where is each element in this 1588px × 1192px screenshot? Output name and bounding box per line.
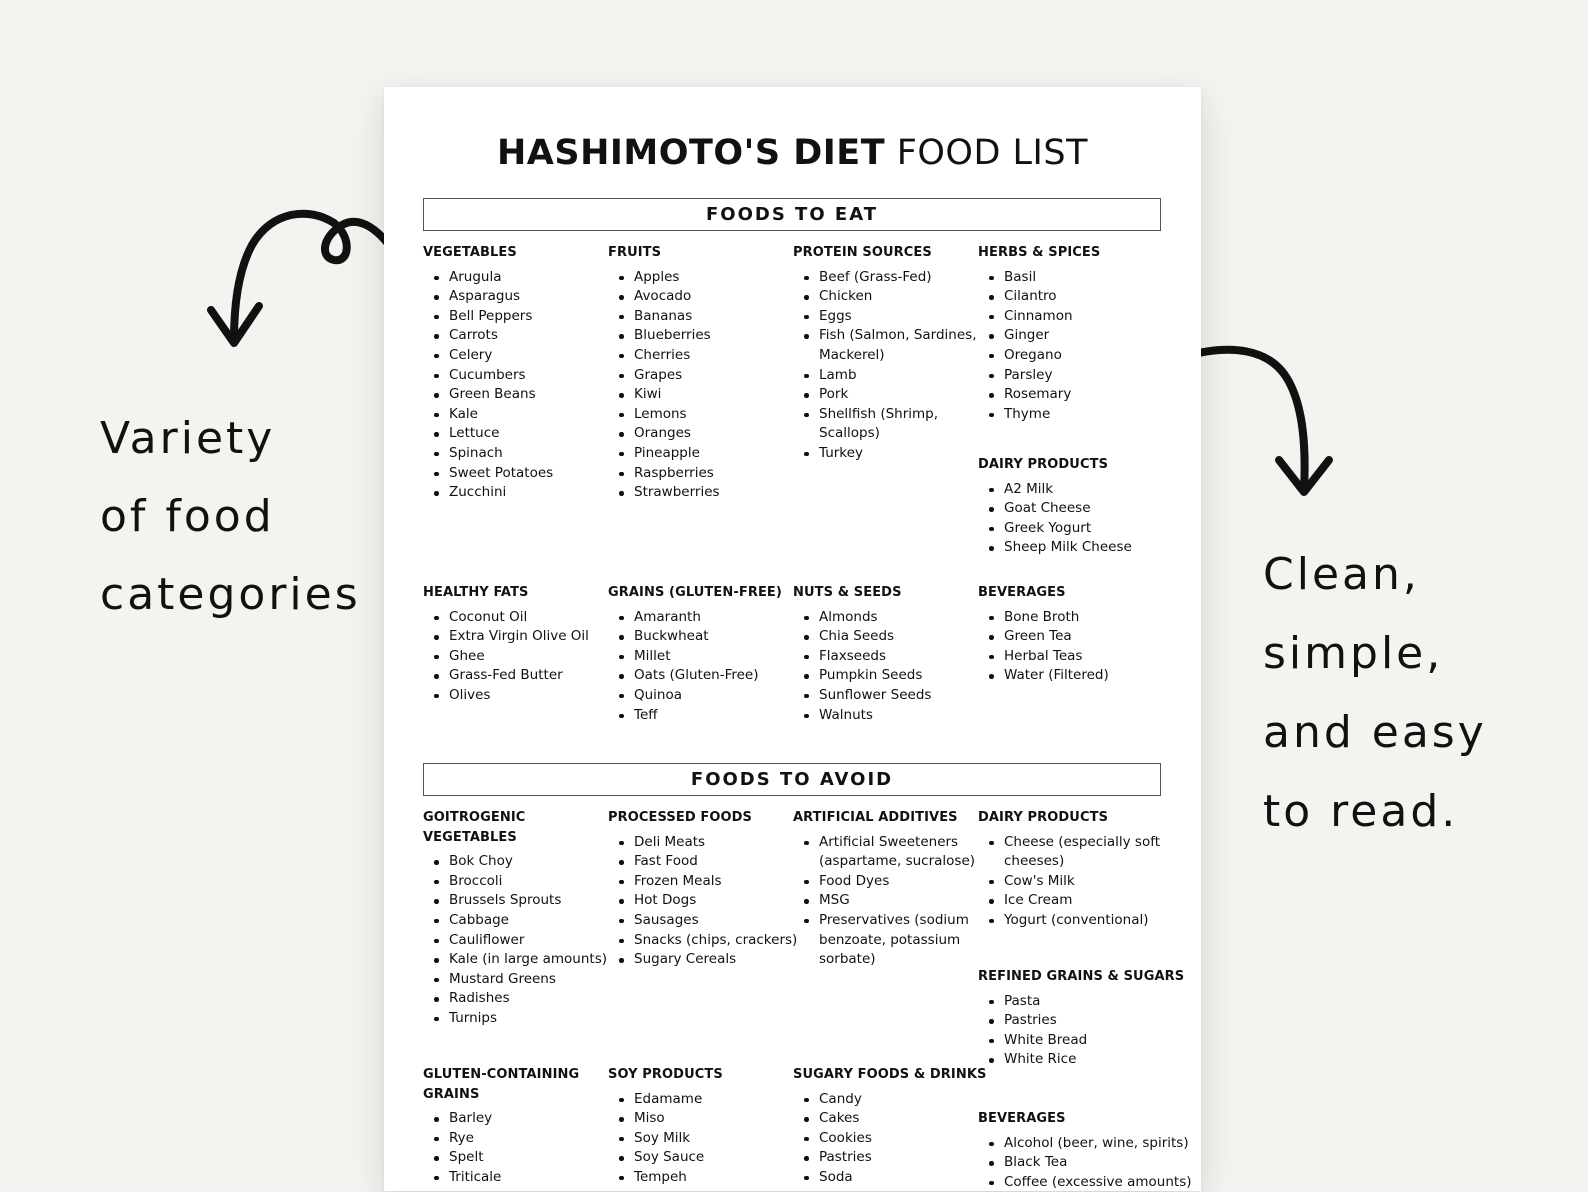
item-list — [608, 268, 793, 503]
category-goitrogenic-vegetables — [423, 808, 608, 1029]
list-item: Lamb — [793, 366, 978, 386]
list-item: Cherries — [608, 346, 793, 366]
category-title: REFINED GRAINS & SUGARS — [978, 969, 1185, 984]
list-item: Soy Sauce — [608, 1148, 793, 1168]
list-item: White Rice — [978, 1050, 1163, 1070]
list-item: Sweet Potatoes — [423, 464, 608, 484]
category-dairy-products-eat — [978, 455, 1163, 558]
list-item: sorbate) — [819, 951, 876, 968]
list-item: Snacks (chips, crackers) — [608, 931, 793, 951]
item-list — [423, 852, 608, 1028]
item-list — [978, 833, 1163, 931]
list-item: Miso — [608, 1109, 793, 1129]
list-item: Spinach — [423, 444, 608, 464]
list-item: Goat Cheese — [978, 499, 1163, 519]
list-item: Edamame — [608, 1090, 793, 1110]
list-item: Flaxseeds — [793, 647, 978, 667]
list-item: Ginger — [978, 326, 1163, 346]
list-item: Strawberries — [608, 483, 793, 503]
list-item: Green Beans — [423, 385, 608, 405]
list-item: Pastries — [978, 1011, 1163, 1031]
right-callout-line-3: and easy — [1263, 707, 1487, 758]
list-item: Grass-Fed Butter — [423, 666, 608, 686]
category-title: VEGETABLES — [423, 245, 517, 260]
list-item: Pineapple — [608, 444, 793, 464]
list-item: MSG — [793, 891, 978, 911]
list-item: Bell Peppers — [423, 307, 608, 327]
list-item: Avocado — [608, 287, 793, 307]
category-title-line-1: GOITROGENIC — [423, 810, 526, 825]
category-herbs-spices — [978, 243, 1163, 424]
list-item: Scallops) — [819, 425, 880, 442]
list-item: Sunflower Seeds — [793, 686, 978, 706]
list-item: Apples — [608, 268, 793, 288]
item-list — [423, 268, 608, 503]
category-title: PROTEIN SOURCES — [793, 245, 932, 260]
foods-to-avoid-header: FOODS TO AVOID — [423, 763, 1161, 796]
list-item: Soy Milk — [608, 1129, 793, 1149]
list-item: A2 Milk — [978, 480, 1163, 500]
item-list — [978, 268, 1163, 425]
list-item: Artificial Sweeteners — [793, 833, 978, 853]
category-sugary-foods-drinks — [793, 1065, 987, 1188]
list-item: Barley — [423, 1109, 608, 1129]
right-callout-line-4: to read. — [1263, 786, 1459, 837]
category-title: FRUITS — [608, 245, 662, 260]
list-item: Thyme — [978, 405, 1163, 425]
item-list — [793, 1090, 978, 1188]
list-item: Walnuts — [793, 706, 978, 726]
list-item: Green Tea — [978, 627, 1163, 647]
item-list — [608, 608, 793, 726]
list-item: Kiwi — [608, 385, 793, 405]
category-artificial-additives — [793, 808, 978, 970]
list-item: Mackerel) — [819, 346, 885, 363]
category-soy-products — [608, 1065, 793, 1188]
list-item: Bone Broth — [978, 608, 1163, 628]
list-item: Fast Food — [608, 852, 793, 872]
category-title: SUGARY FOODS & DRINKS — [793, 1067, 987, 1082]
list-item: cheeses) — [1004, 853, 1065, 870]
list-item: Cabbage — [423, 911, 608, 931]
list-item: Hot Dogs — [608, 891, 793, 911]
list-item: Yogurt (conventional) — [978, 911, 1163, 931]
category-title: PROCESSED FOODS — [608, 810, 752, 825]
title-bold: HASHIMOTO'S DIET — [497, 133, 886, 173]
list-item: Water (Filtered) — [978, 666, 1163, 686]
list-item: Zucchini — [423, 483, 608, 503]
list-item: Lettuce — [423, 424, 608, 444]
list-item: Deli Meats — [608, 833, 793, 853]
list-item: Mustard Greens — [423, 970, 608, 990]
list-item: Radishes — [423, 989, 608, 1009]
category-title-line-1: GLUTEN-CONTAINING — [423, 1067, 580, 1082]
list-item: Eggs — [793, 307, 978, 327]
category-vegetables — [423, 243, 608, 503]
category-fruits — [608, 243, 793, 503]
list-item: Broccoli — [423, 872, 608, 892]
list-item: Black Tea — [978, 1153, 1163, 1173]
list-item: Alcohol (beer, wine, spirits) — [978, 1134, 1163, 1154]
list-item: Pasta — [978, 992, 1163, 1012]
category-title: BEVERAGES — [978, 585, 1066, 600]
right-callout — [1263, 535, 1487, 851]
item-list — [978, 1134, 1192, 1192]
list-item: Amaranth — [608, 608, 793, 628]
list-item: Beef (Grass-Fed) — [793, 268, 978, 288]
list-item: Greek Yogurt — [978, 519, 1163, 539]
left-callout-line-2: of food — [100, 491, 275, 542]
list-item: Pumpkin Seeds — [793, 666, 978, 686]
category-processed-foods — [608, 808, 798, 970]
list-item: Shellfish (Shrimp, — [793, 405, 978, 425]
right-callout-line-2: simple, — [1263, 628, 1444, 679]
list-item: Soda — [793, 1168, 978, 1188]
item-list — [978, 992, 1163, 1070]
list-item: Olives — [423, 686, 608, 706]
item-list — [423, 1109, 608, 1187]
category-nuts-seeds — [793, 583, 978, 725]
list-item: Oats (Gluten-Free) — [608, 666, 793, 686]
category-title-line-2: GRAINS — [423, 1086, 480, 1102]
list-item: Arugula — [423, 268, 608, 288]
list-item: Tempeh — [608, 1168, 793, 1188]
list-item: Turnips — [423, 1009, 608, 1029]
list-item: Cinnamon — [978, 307, 1163, 327]
list-item: Cilantro — [978, 287, 1163, 307]
item-list — [608, 833, 798, 970]
list-item: Oranges — [608, 424, 793, 444]
category-gluten-containing-grains — [423, 1065, 608, 1188]
item-list — [793, 833, 978, 970]
list-item: Chicken — [793, 287, 978, 307]
list-item: Kale (in large amounts) — [423, 950, 608, 970]
list-item: Bok Choy — [423, 852, 608, 872]
list-item: Raspberries — [608, 464, 793, 484]
right-callout-line-1: Clean, — [1263, 549, 1420, 600]
list-item: Candy — [793, 1090, 978, 1110]
list-item: Carrots — [423, 326, 608, 346]
list-item: Cakes — [793, 1109, 978, 1129]
category-beverages-avoid — [978, 1109, 1192, 1192]
list-item: Celery — [423, 346, 608, 366]
item-list — [423, 608, 608, 706]
list-item: Bananas — [608, 307, 793, 327]
list-item: Turkey — [793, 444, 978, 464]
list-item: Rosemary — [978, 385, 1163, 405]
list-item: Cookies — [793, 1129, 978, 1149]
category-refined-grains-sugars — [978, 967, 1185, 1070]
foods-to-eat-header: FOODS TO EAT — [423, 198, 1161, 231]
category-title: HEALTHY FATS — [423, 585, 529, 600]
list-item: Pork — [793, 385, 978, 405]
list-item: Herbal Teas — [978, 647, 1163, 667]
list-item: Triticale — [423, 1168, 608, 1188]
list-item: Spelt — [423, 1148, 608, 1168]
list-item: Extra Virgin Olive Oil — [423, 627, 608, 647]
list-item: Pastries — [793, 1148, 978, 1168]
food-list-sheet — [384, 87, 1201, 1191]
category-title: GRAINS (GLUTEN-FREE) — [608, 585, 782, 600]
list-item: Food Dyes — [793, 872, 978, 892]
list-item: Millet — [608, 647, 793, 667]
left-callout-line-3: categories — [100, 569, 361, 620]
curly-arrow-icon — [200, 205, 405, 355]
list-item: Blueberries — [608, 326, 793, 346]
list-item: Cheese (especially soft — [978, 833, 1163, 853]
list-item: Almonds — [793, 608, 978, 628]
list-item: Basil — [978, 268, 1163, 288]
list-item: Ice Cream — [978, 891, 1163, 911]
category-title: DAIRY PRODUCTS — [978, 457, 1109, 472]
list-item: Cow's Milk — [978, 872, 1163, 892]
list-item: Sheep Milk Cheese — [978, 538, 1163, 558]
list-item: White Bread — [978, 1031, 1163, 1051]
list-item: Oregano — [978, 346, 1163, 366]
list-item: Preservatives (sodium — [793, 911, 978, 931]
category-grains-gluten-free — [608, 583, 793, 725]
list-item: Parsley — [978, 366, 1163, 386]
page-title — [384, 133, 1201, 173]
category-protein-sources — [793, 243, 978, 464]
category-title: DAIRY PRODUCTS — [978, 810, 1109, 825]
list-item: Asparagus — [423, 287, 608, 307]
list-item: Cucumbers — [423, 366, 608, 386]
list-item: Chia Seeds — [793, 627, 978, 647]
left-callout-line-1: Variety — [100, 413, 276, 464]
list-item: Grapes — [608, 366, 793, 386]
category-dairy-products-avoid — [978, 808, 1163, 931]
list-item: Teff — [608, 706, 793, 726]
list-item: Buckwheat — [608, 627, 793, 647]
category-healthy-fats — [423, 583, 608, 706]
category-title: HERBS & SPICES — [978, 245, 1101, 260]
list-item: (aspartame, sucralose) — [819, 853, 976, 870]
item-list — [793, 608, 978, 726]
category-title: NUTS & SEEDS — [793, 585, 902, 600]
category-title: BEVERAGES — [978, 1111, 1066, 1126]
list-item: benzoate, potassium — [819, 931, 961, 948]
title-light: FOOD LIST — [896, 133, 1088, 173]
list-item: Sausages — [608, 911, 793, 931]
category-title-line-2: VEGETABLES — [423, 829, 517, 845]
list-item: Cauliflower — [423, 931, 608, 951]
list-item: Ghee — [423, 647, 608, 667]
list-item: Kale — [423, 405, 608, 425]
left-callout — [100, 400, 361, 634]
category-title: ARTIFICIAL ADDITIVES — [793, 810, 958, 825]
list-item: Brussels Sprouts — [423, 891, 608, 911]
list-item: Lemons — [608, 405, 793, 425]
list-item: Frozen Meals — [608, 872, 793, 892]
item-list — [978, 608, 1163, 686]
curved-arrow-icon — [1180, 340, 1340, 505]
item-list — [978, 480, 1163, 558]
list-item: Sugary Cereals — [608, 950, 793, 970]
list-item: Quinoa — [608, 686, 793, 706]
category-title: SOY PRODUCTS — [608, 1067, 723, 1082]
list-item: Fish (Salmon, Sardines, — [793, 326, 978, 346]
list-item: Coffee (excessive amounts) — [978, 1173, 1163, 1192]
item-list — [608, 1090, 793, 1188]
list-item: Rye — [423, 1129, 608, 1149]
item-list — [793, 268, 978, 464]
list-item: Coconut Oil — [423, 608, 608, 628]
category-beverages-eat — [978, 583, 1163, 686]
